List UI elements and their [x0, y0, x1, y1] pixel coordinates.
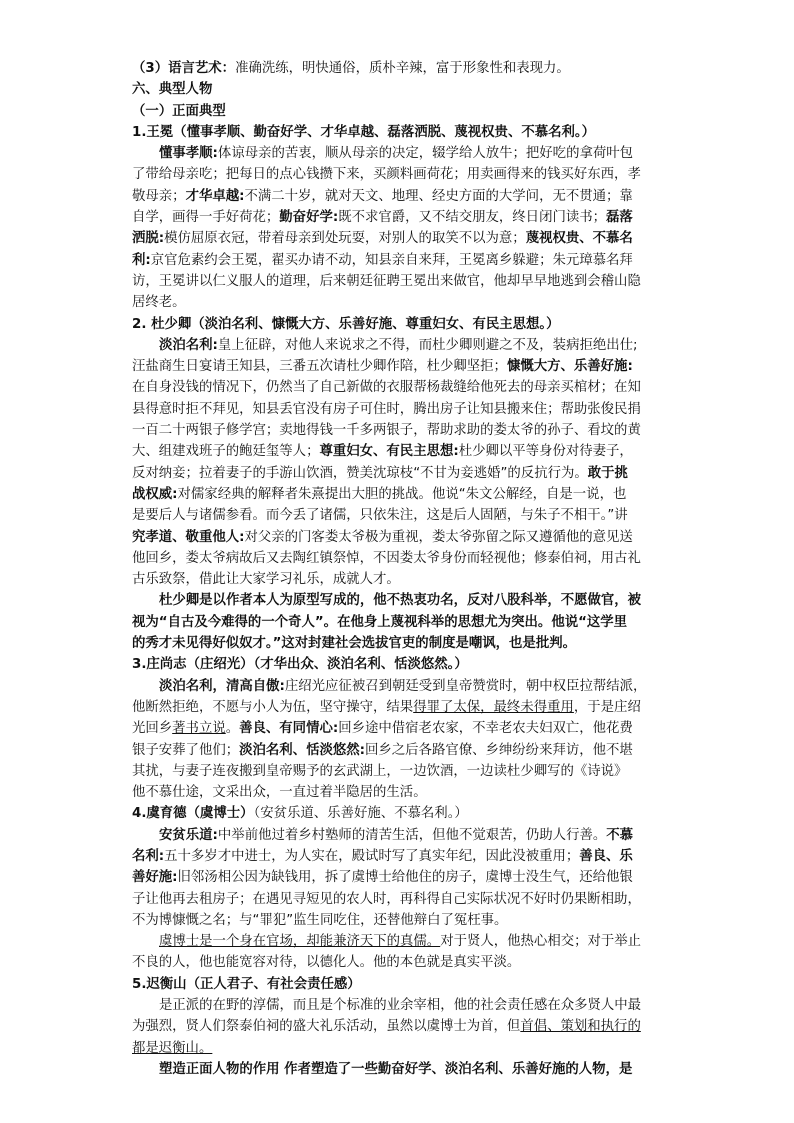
text-line — [132, 676, 662, 697]
text-segment: 居终老。 — [132, 295, 186, 311]
text-segment: 五十多岁才中进士，为人实在，殿试时写了真实年纪，因此没被重用； — [164, 848, 580, 864]
text-segment: 回乡途中借宿老农家，不幸老农夫妇双亡，他花费 — [338, 721, 633, 737]
text-segment: 在自身没钱的情况下，仍然当了自己新做的衣服帮杨裁缝给他死去的母亲买棺材；在知 — [132, 380, 641, 396]
text-line — [132, 889, 662, 910]
text-line — [132, 740, 662, 761]
text-segment: 古乐致祭，借此让大家学习礼乐，成就人才。 — [132, 572, 400, 588]
text-segment: 1.王冕（懂事孝顺、勤奋好学、才华卓越、磊落洒脱、蔑视权贵、不慕名利。） — [132, 124, 595, 140]
text-segment: 洒脱: — [132, 231, 165, 247]
text-segment: 皇上征辟，对他人来说求之不得，而杜少卿则避之不及，装病拒绝出仕; — [217, 337, 638, 353]
text-segment: 杜少卿是以作者本人为原型写成的，他不热衷功名，反对八股科举，不愿做官，被 — [159, 593, 642, 609]
text-segment: 是正派的在野的淳儒，而且是个标准的业余宰相，他的社会责任感在众多贤人中最 — [159, 998, 642, 1014]
text-segment: 旧邻汤相公因为缺钱用，拆了虞博士给他住的房子，虞博士没生气，还给他银 — [177, 870, 633, 886]
text-line — [132, 484, 662, 505]
text-line — [132, 782, 662, 803]
text-segment: 模仿屈原衣冠，带着母亲到处玩耍，对别人的取笑不以为意； — [164, 231, 526, 247]
text-segment: 是 — [618, 1061, 633, 1077]
text-segment: （一）正面典型 — [132, 103, 226, 119]
text-segment: 淡泊名利、恬淡悠然: — [239, 742, 365, 758]
text-segment: 大、组建戏班子的鲍廷玺等人； — [132, 444, 320, 460]
text-line — [132, 463, 662, 484]
text-line — [132, 335, 662, 356]
text-segment: 庄绍光应征被召到朝廷受到皇帝赞赏时，朝中权臣拉帮结派， — [284, 678, 647, 694]
text-line — [132, 633, 662, 654]
text-line — [132, 931, 662, 952]
text-line — [132, 58, 662, 79]
text-segment: 中举前他过着乡村塾师的清苦生活，但他不觉艰苦，仍助人行善。 — [217, 827, 607, 843]
text-segment: 慷慨大方、乐善好施: — [506, 359, 633, 375]
text-segment: 淡泊名利: — [159, 337, 218, 353]
text-line — [132, 974, 662, 995]
text-line — [132, 548, 662, 569]
text-segment: 子让他再去租房子；在遇见寻短见的农人时，再科得自己实际状况不好时仍果断相助， — [132, 891, 641, 907]
text-segment: 的秀才未见得好似奴才。”这对封建社会选拔官吏的制度是嘲讽，也是批判。 — [132, 636, 576, 652]
text-segment: 银子安葬了他们； — [132, 742, 240, 758]
text-segment: 才华卓越: — [185, 188, 245, 204]
text-line — [132, 271, 662, 292]
text-segment: 淡泊名利，清高自傲: — [159, 678, 285, 694]
text-line — [132, 505, 662, 526]
text-segment: ，于是庄绍 — [573, 699, 641, 715]
text-segment: 善良、乐 — [579, 848, 633, 864]
text-line — [132, 101, 662, 122]
text-segment: 4.虞育德（虞博士） — [132, 806, 254, 822]
text-line — [132, 718, 662, 739]
text-segment: 是要后人与诸儒参看。而今丢了诸儒，只依朱注，这是后人固陋，与朱子不相干。”讲 — [132, 508, 628, 524]
text-line — [132, 228, 662, 249]
text-segment: 既不求官爵，又不结交朋友，终日闭门读书； — [338, 210, 607, 226]
text-segment: 3.庄尚志（庄绍光）（才华出众、淡泊名利、恬淡悠然。） — [132, 657, 468, 673]
text-segment: 首倡、策划和执行的 — [520, 1019, 641, 1035]
text-segment: 汪盐商生日宴请王知县，三番五次请杜少卿作陪，杜少卿坚拒； — [132, 359, 507, 375]
text-line — [132, 910, 662, 931]
text-segment: 京官危素约会王冕，翟买办请不动，知县亲自来拜，王冕离乡躲避；朱元璋慕名拜 — [150, 252, 633, 268]
text-segment: 对父亲的门客娄太爷极为重视，娄太爷弥留之际又遵循他的意见送 — [244, 529, 633, 545]
text-line — [132, 207, 662, 228]
text-line — [132, 995, 662, 1016]
text-segment: 磊落 — [606, 210, 633, 226]
text-segment: 访，王冕讲以仁义服人的道理，后来朝廷征聘王冕出来做官，他却早早地逃到会稽山隐 — [132, 273, 641, 289]
text-segment: 不慕 — [606, 827, 634, 843]
text-segment: 塑造正面人物的作用 — [159, 1061, 280, 1077]
text-segment: 视为“自古及今难得的一个奇人”。在他身上蔑视科举的思想尤为突出。他说“这学里 — [132, 614, 628, 630]
text-segment: 其扰，与妻子连夜搬到皇帝赐予的玄武湖上，一边饮酒，一边读杜少卿写的《诗说》 — [132, 763, 628, 779]
text-segment: 准确洗练，明快通俗，质朴辛辣，富于形象性和表现力。 — [235, 61, 570, 76]
text-segment: 敬母亲； — [132, 188, 186, 204]
text-line — [132, 143, 662, 164]
text-segment: 名利: — [132, 848, 165, 864]
text-segment: 2. 杜少卿（淡泊名利、慷慨大方、乐善好施、尊重妇女、有民主思想。） — [132, 316, 560, 332]
text-line — [132, 952, 662, 973]
text-segment: 战权威: — [132, 486, 178, 502]
text-segment: 不为博慷慨之名；与“罪犯”监生同吃住，还替他辩白了冤枉事。 — [132, 912, 508, 928]
text-segment: 善好施: — [132, 870, 178, 886]
text-segment: 究孝道、敬重他人: — [132, 529, 245, 545]
text-line — [132, 1038, 662, 1059]
text-line — [132, 186, 662, 207]
text-line — [132, 569, 662, 590]
text-line — [132, 377, 662, 398]
text-segment: 懂事孝顺: — [159, 146, 218, 162]
text-segment: 善良、有同情心: — [239, 721, 339, 737]
text-segment: 他断然拒绝，不愿与小人为伍，坚守操守，结果 — [132, 699, 414, 715]
text-segment: 对于贤人，他热心相交；对于举止 — [440, 934, 642, 950]
text-segment: 反对纳妾；拉着妻子的手游山饮酒，赞美沈琼枝“不甘为妾逃婚”的反抗行为。 — [132, 465, 588, 481]
text-segment: 5.迟衡山（正人君子、有社会责任感） — [132, 976, 361, 992]
text-line — [132, 654, 662, 675]
text-line — [132, 590, 662, 611]
text-segment: 尊重妇女、有民主思想: — [319, 444, 459, 460]
text-line — [132, 314, 662, 335]
text-segment: 作者塑造了一些勤奋好学、淡泊名利、乐善好施的人物， — [279, 1061, 619, 1077]
text-segment: 利: — [132, 252, 151, 268]
text-segment: 敢于挑 — [587, 465, 628, 481]
text-segment: 都是迟衡山。 — [132, 1040, 213, 1056]
text-segment: 六、典型人物 — [132, 82, 213, 98]
text-segment: 得罪了太保，最终未得重用 — [413, 699, 574, 715]
text-segment: 蔑视权贵、不慕名 — [525, 231, 633, 247]
text-line — [132, 164, 662, 185]
text-segment: 不良的人，他也能宽容对待，以德化人。他的本色就是真实平淡。 — [132, 955, 521, 971]
text-segment: 体谅母亲的苦衷，顺从母亲的决定，辍学给人放牛；把好吃的拿荷叶包 — [217, 146, 634, 162]
text-line — [132, 612, 662, 633]
text-line — [132, 846, 662, 867]
text-segment: （安贫乐道、乐善好施、不慕名利。） — [253, 806, 468, 822]
text-segment: 光回乡 — [132, 721, 173, 737]
text-line — [132, 1016, 662, 1037]
text-segment: 一百二十两银子修学宫；卖地得钱一千多两银子，帮助求助的娄太爷的孙子、看坟的黄 — [132, 423, 641, 439]
document-page — [132, 58, 662, 1080]
text-segment: 勤奋好学: — [279, 210, 339, 226]
text-segment: 他不慕仕途，文采出众，一直过着半隐居的生活。 — [132, 785, 427, 801]
text-segment: 著书立说 — [172, 721, 226, 737]
text-segment: 不满二十岁，就对天文、地理、经史方面的大学问，无不贯通；靠 — [244, 188, 633, 204]
text-segment: 自学，画得一手好荷花； — [132, 210, 280, 226]
text-segment: 为强烈，贤人们祭泰伯祠的盛大礼乐活动，虽然以虞博士为首，但 — [132, 1019, 521, 1035]
text-segment: 县得意时拒不拜见，知县丢官没有房子可住时，腾出房子让知县搬来住；帮助张俊民捐 — [132, 401, 641, 417]
text-segment: 安贫乐道: — [159, 827, 218, 843]
text-segment: 杜少卿以平等身份对待妻子， — [458, 444, 633, 460]
text-segment: 虞博士是一个身在官场，却能兼济天下的真儒。 — [159, 934, 441, 950]
text-segment: 他回乡，娄太爷病故后又去陶红镇祭悼，不因娄太爷身份而轻视他；修泰伯祠，用古礼 — [132, 550, 641, 566]
text-segment: 回乡之后各路官僚、乡绅纷纷来拜访，他不堪 — [365, 742, 633, 758]
text-line — [132, 867, 662, 888]
text-line — [132, 250, 662, 271]
text-line — [132, 441, 662, 462]
text-line — [132, 825, 662, 846]
text-line — [132, 356, 662, 377]
text-line — [132, 803, 662, 824]
text-line — [132, 399, 662, 420]
text-segment: 对儒家经典的解释者朱熹提出大胆的挑战。他说“朱文公解经，自是一说，也 — [177, 486, 627, 502]
text-line — [132, 420, 662, 441]
text-segment: 。 — [225, 721, 240, 737]
text-line — [132, 697, 662, 718]
text-segment: 了带给母亲吃；把每日的点心钱攒下来，买颜料画荷花；用卖画得来的钱买好东西，孝 — [132, 167, 641, 183]
text-line — [132, 79, 662, 100]
text-segment: （3）语言艺术： — [132, 61, 236, 76]
text-line — [132, 292, 662, 313]
text-line — [132, 761, 662, 782]
text-line — [132, 527, 662, 548]
text-line — [132, 1059, 662, 1080]
text-line — [132, 122, 662, 143]
